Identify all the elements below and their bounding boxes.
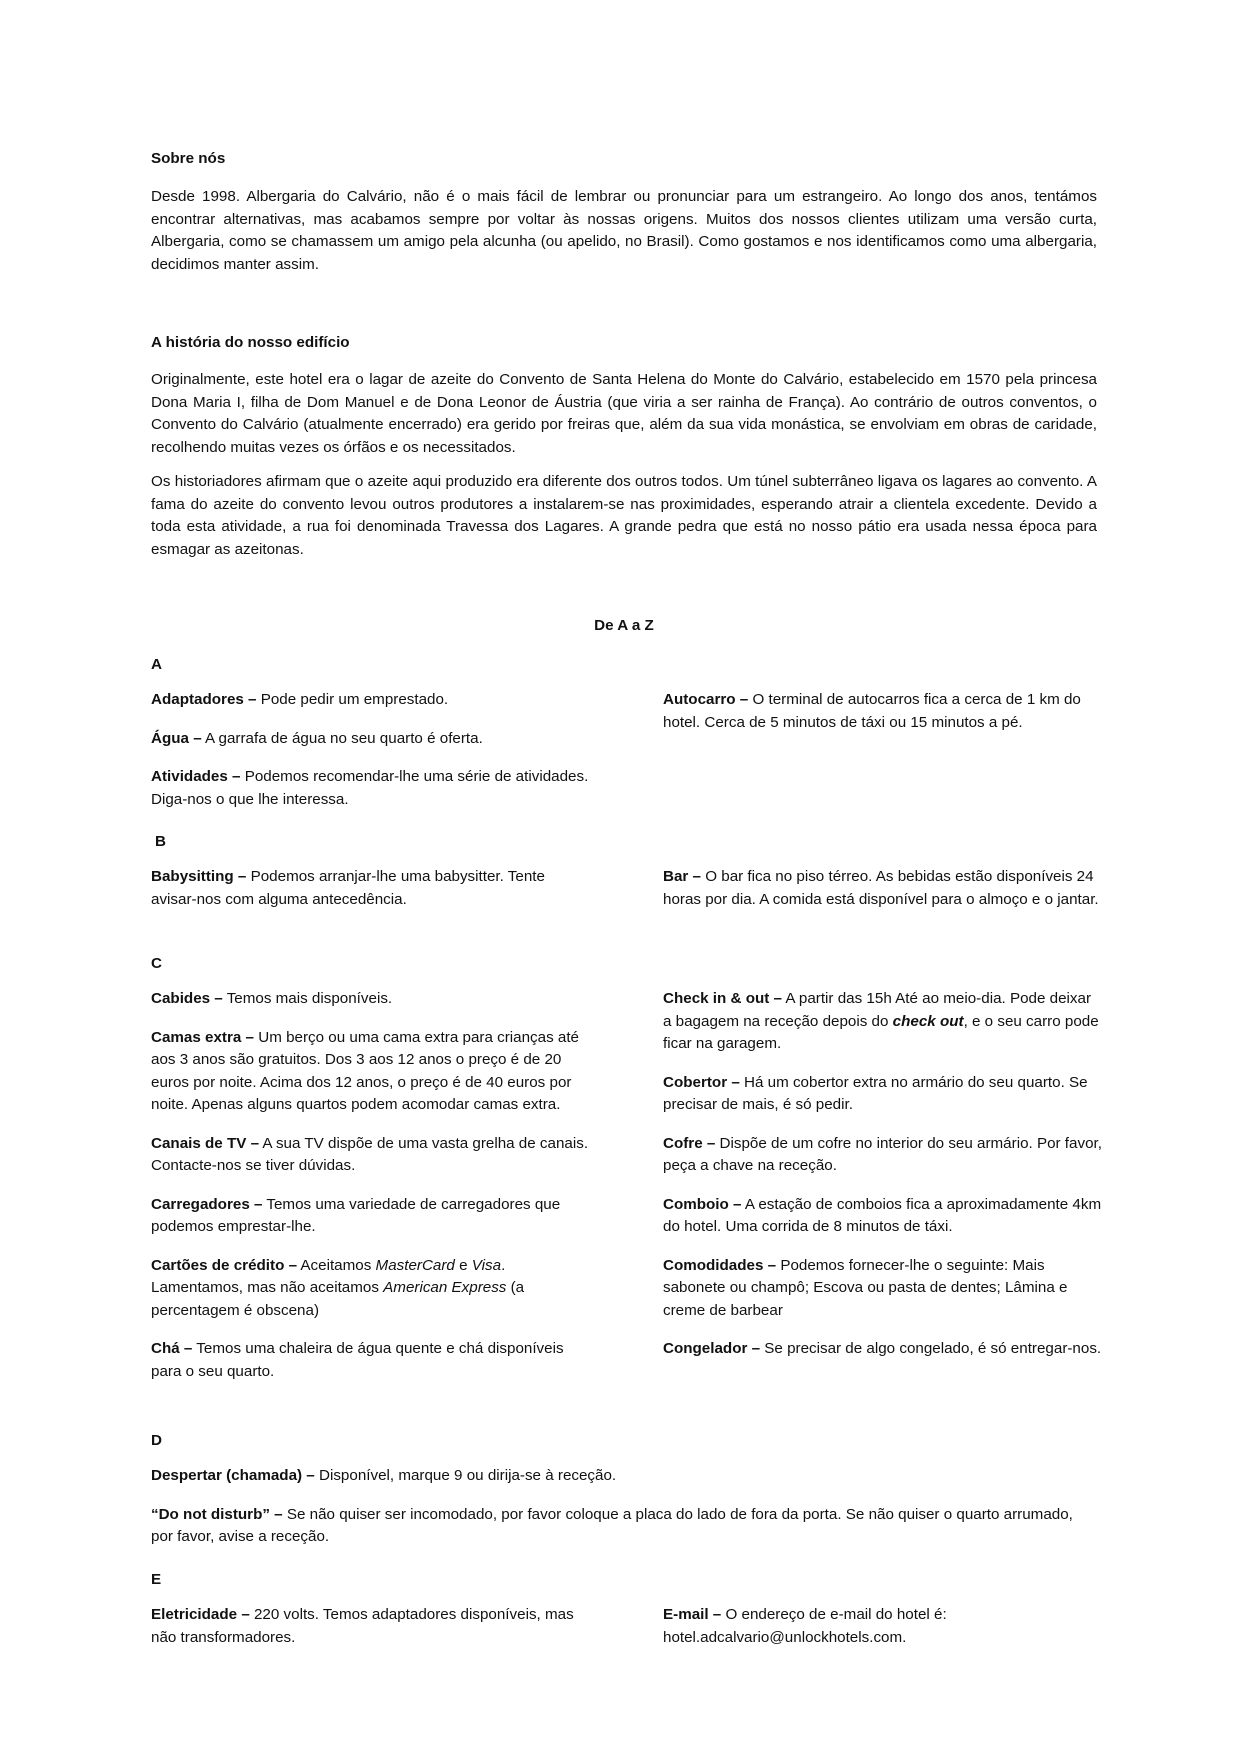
entry-term: Cobertor – <box>663 1073 740 1091</box>
entry-text: A estação de comboios fica a aproximadamente 4km do hotel. Uma corrida de 8 minutos de táxi. <box>663 1195 1102 1235</box>
glossary-entry <box>151 1604 591 1649</box>
brand-mastercard: MasterCard <box>375 1256 455 1274</box>
section-c-left <box>151 988 591 1399</box>
entry-text: O terminal de autocarros fica a cerca de 1 km do hotel. Cerca de 5 minutos de táxi ou 15 minutos a pé. <box>663 691 1081 731</box>
entry-text: A garrafa de água no seu quarto é oferta. <box>201 729 483 747</box>
entry-text: Temos uma variedade de carregadores que podemos emprestar-lhe. <box>151 1195 561 1235</box>
az-title: De A a Z <box>594 617 654 634</box>
entry-term: Cabides – <box>151 990 223 1007</box>
glossary-entry <box>663 1604 1103 1649</box>
entry-term: Carregadores – <box>151 1195 263 1213</box>
section-b-right <box>663 866 1103 927</box>
about-section <box>151 186 1097 276</box>
glossary-entry <box>663 1338 1103 1361</box>
history-section <box>151 369 1097 561</box>
glossary-entry <box>151 988 591 1011</box>
entry-text: Temos mais disponíveis. <box>222 990 393 1007</box>
section-c-right <box>663 988 1103 1377</box>
glossary-entry <box>663 689 1103 734</box>
entry-text: Podemos arranjar-lhe uma babysitter. Tente avisar-nos com alguma antecedência. <box>151 868 545 908</box>
glossary-entry <box>151 1194 591 1239</box>
entry-text: O endereço de e-mail do hotel é: hotel.adcalvario@unlockhotels.com. <box>663 1606 947 1646</box>
glossary-entry <box>663 1072 1103 1117</box>
entry-text: Disponível, marque 9 ou dirija-se à receção. <box>314 1467 617 1484</box>
entry-text: 220 volts. Temos adaptadores disponíveis, mas não transformadores. <box>151 1606 574 1646</box>
section-d <box>151 1465 1097 1565</box>
entry-term: Camas extra – <box>151 1028 255 1046</box>
entry-term: E-mail – <box>663 1606 722 1623</box>
entry-term: Adaptadores – <box>151 691 257 708</box>
glossary-entry <box>151 1504 1097 1549</box>
glossary-entry <box>663 1133 1103 1178</box>
entry-text: O bar fica no piso térreo. As bebidas estão disponíveis 24 horas por dia. A comida está disponível para o almoço e o jantar. <box>663 868 1099 908</box>
glossary-entry <box>151 1465 1097 1488</box>
emphasis-check-out: check out <box>892 1012 964 1030</box>
entry-term: Atividades – <box>151 768 241 785</box>
glossary-entry <box>663 866 1103 911</box>
glossary-entry <box>151 866 591 911</box>
entry-text: Temos uma chaleira de água quente e chá disponíveis para o seu quarto. <box>151 1340 564 1380</box>
entry-term: Cartões de crédito – <box>151 1256 298 1274</box>
section-b-left <box>151 866 591 927</box>
glossary-entry <box>151 689 591 712</box>
entry-term: Água – <box>151 729 202 747</box>
glossary-entry <box>151 1133 591 1178</box>
about-heading: Sobre nós <box>151 150 226 167</box>
section-e-right <box>663 1604 1103 1665</box>
section-e-left <box>151 1604 591 1665</box>
entry-text: Um berço ou uma cama extra para crianças até aos 3 anos são gratuitos. Dos 3 aos 12 anos o preço é de 20 euros por noite. Acima dos 12 anos, o preço é de 40 euros por noite. Apenas alguns quartos podem acomodar camas extra. <box>151 1028 580 1113</box>
entry-term: Autocarro – <box>663 691 749 708</box>
glossary-entry <box>151 728 591 751</box>
glossary-entry <box>151 1338 591 1383</box>
entry-text: Se não quiser ser incomodado, por favor coloque a placa do lado de fora da porta. Se não quiser o quarto arrumado, por favor, avise a receção. <box>151 1505 1073 1545</box>
section-a-right <box>663 689 1103 750</box>
entry-text: Pode pedir um emprestado. <box>256 691 449 708</box>
glossary-entry <box>663 1255 1103 1323</box>
entry-term: Comodidades – <box>663 1256 777 1274</box>
entry-term: Check in & out – <box>663 990 782 1007</box>
entry-term: Canais de TV – <box>151 1134 260 1152</box>
entry-term: Eletricidade – <box>151 1606 250 1623</box>
entry-term: Congelador – <box>663 1340 761 1357</box>
entry-text: Há um cobertor extra no armário do seu quarto. Se precisar de mais, é só pedir. <box>663 1073 1088 1113</box>
section-letter-a: A <box>151 656 162 673</box>
section-letter-d: D <box>151 1432 162 1449</box>
glossary-entry <box>151 1027 591 1117</box>
glossary-entry: Cartões de crédito – Aceitamos MasterCard e Visa. Lamentamos, mas não aceitamos American Express (a percentagem é obscena) <box>151 1256 525 1319</box>
entry-text: Podemos recomendar-lhe uma série de atividades. Diga-nos o que lhe interessa. <box>151 768 589 808</box>
entry-term: Cofre – <box>663 1134 716 1152</box>
history-heading: A história do nosso edifício <box>151 334 350 351</box>
section-a-left <box>151 689 591 827</box>
about-paragraph: Desde 1998. Albergaria do Calvário, não é o mais fácil de lembrar ou pronunciar para um estrangeiro. Ao longo dos anos, tentámos encontrar alternativas, mas acabamos sempre por voltar às nossas origens. Muitos dos nossos clientes utilizam uma versão curta, Albergaria, como se chamassem um amigo pela alcunha (ou apelido, no Brasil). Como gostamos e nos identificamos como uma albergaria, decidimos manter assim. <box>151 188 1097 273</box>
history-paragraph: Os historiadores afirmam que o azeite aqui produzido era diferente dos outros todos. Um túnel subterrâneo ligava os lagares ao convento. A fama do azeite do convento levou outros produtores a instalarem-se nas proximidades, esperando atrair a clientela excedente. Devido a toda esta atividade, a rua foi denominada Travessa dos Lagares. A grande pedra que está no nosso pátio era usada nessa época para esmagar as azeitonas. <box>151 473 1097 558</box>
entry-term: Chá – <box>151 1340 193 1357</box>
section-letter-c: C <box>151 955 162 972</box>
glossary-entry <box>151 766 591 811</box>
entry-term: Despertar (chamada) – <box>151 1467 315 1484</box>
section-letter-b: B <box>155 833 166 850</box>
section-letter-e: E <box>151 1571 162 1588</box>
brand-amex: American Express <box>383 1279 507 1296</box>
glossary-entry <box>663 1194 1103 1239</box>
entry-text: Dispõe de um cofre no interior do seu armário. Por favor, peça a chave na receção. <box>663 1134 1102 1174</box>
entry-term: “Do not disturb” – <box>151 1505 283 1523</box>
entry-text: Podemos fornecer-lhe o seguinte: Mais sabonete ou champô; Escova ou pasta de dentes; Lâmina e creme de barbear <box>663 1256 1068 1319</box>
entry-term: Bar – <box>663 868 701 885</box>
entry-text: Se precisar de algo congelado, é só entregar-nos. <box>760 1340 1102 1357</box>
entry-term: Babysitting – <box>151 868 247 885</box>
brand-visa: Visa <box>471 1256 502 1274</box>
glossary-entry: Check in & out – A partir das 15h Até ao meio-dia. Pode deixar a bagagem na receção depois do check out, e o seu carro pode ficar na garagem. <box>663 990 1099 1052</box>
history-paragraph: Originalmente, este hotel era o lagar de azeite do Convento de Santa Helena do Monte do Calvário, estabelecido em 1570 pela princesa Dona Maria I, filha de Dom Manuel e de Dona Leonor de Áustria (que viria a ser rainha de França). Ao contrário de outros conventos, o Convento do Calvário (atualmente encerrado) era gerido por freiras que, além da sua vida monástica, se envolviam em obras de caridade, recolhendo muitas vezes os órfãos e os necessitados. <box>151 371 1097 456</box>
entry-text: A sua TV dispõe de uma vasta grelha de canais. Contacte-nos se tiver dúvidas. <box>151 1134 589 1174</box>
entry-term: Comboio – <box>663 1195 742 1213</box>
